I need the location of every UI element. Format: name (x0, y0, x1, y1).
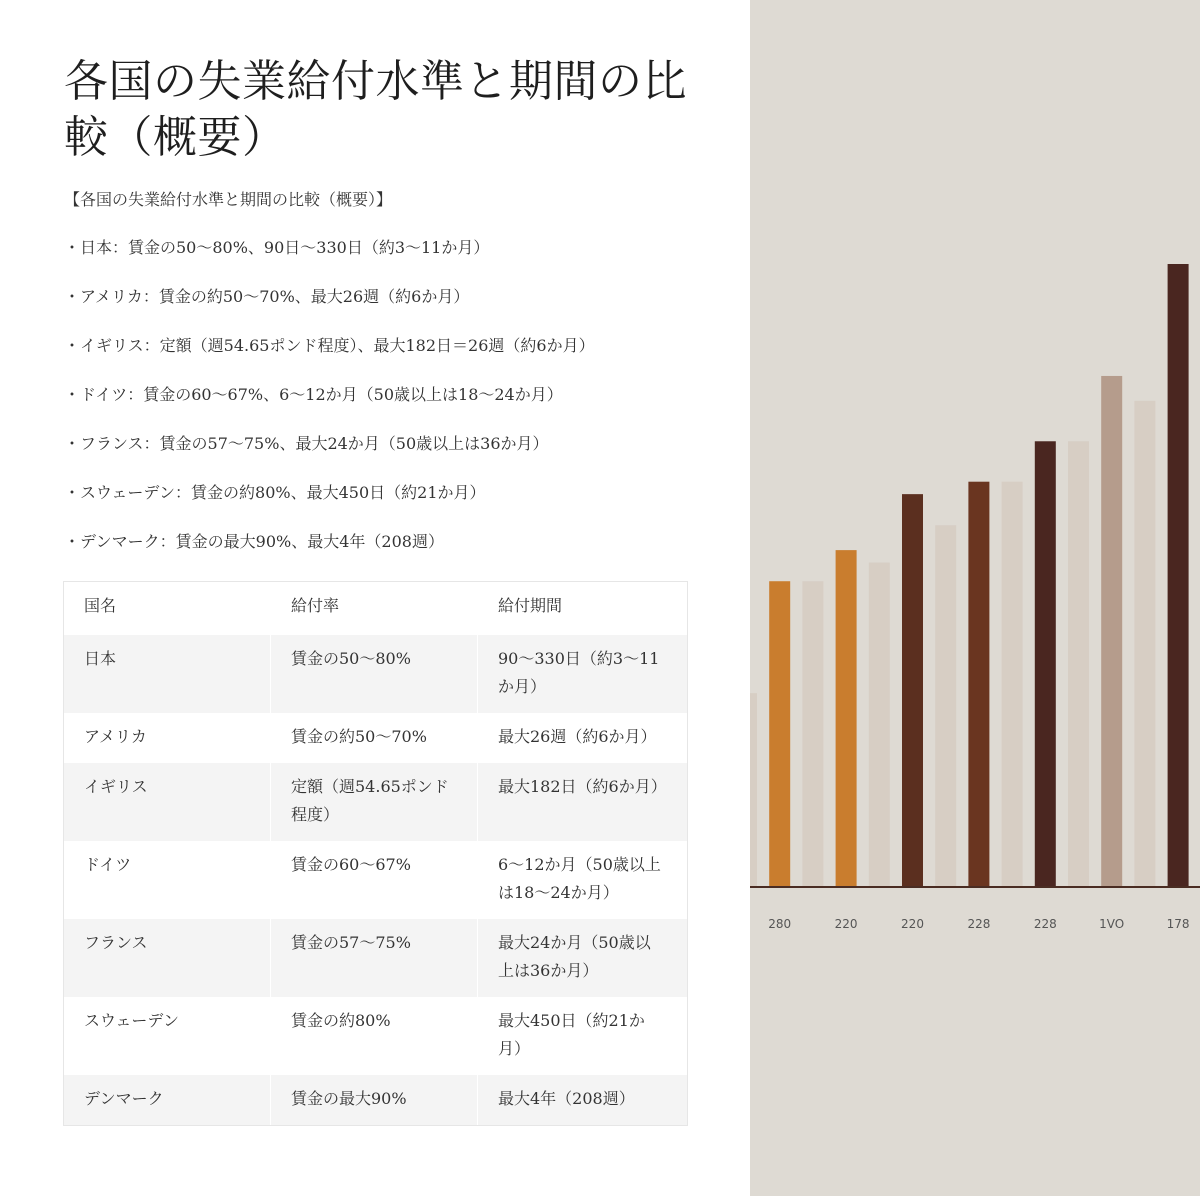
bullet-item: ・イギリス：定額（週54.65ポンド程度）、最大182日＝26週（約6か月） (64, 336, 595, 355)
table-cell-duration: 6〜12か月（50歳以上は18〜24か月） (498, 855, 661, 902)
x-tick-label: 220 (834, 917, 858, 931)
table-row (64, 997, 687, 1075)
page-title: 各国の失業給付水準と期間の比較（概要） (64, 56, 687, 163)
table-cell-country: アメリカ (64, 713, 271, 763)
chart-bar (1002, 482, 1023, 886)
chart-bar (869, 563, 890, 886)
table-header-row (64, 582, 687, 635)
x-tick-label: 220 (901, 917, 924, 931)
bullet-item: ・アメリカ：賃金の約50〜70%、最大26週（約6か月） (64, 287, 470, 306)
section-heading: 【各国の失業給付水準と期間の比較（概要）】 (64, 190, 393, 209)
bullet-item: ・デンマーク：賃金の最大90%、最大4年（208週） (64, 532, 444, 551)
chart-bar (1035, 441, 1056, 886)
table-cell-duration: 90〜330日（約3〜11か月） (498, 649, 660, 696)
table-cell-rate: 賃金の約50〜70% (271, 713, 478, 763)
table-cell-duration: 最大24か月（50歳以上は36か月） (498, 933, 651, 980)
chart-bar (836, 550, 857, 886)
bullet-item: ・ドイツ：賃金の60〜67%、6〜12か月（50歳以上は18〜24か月） (64, 385, 563, 404)
chart-bar (1168, 264, 1189, 886)
chart-bar (802, 581, 823, 886)
table-cell-rate: 賃金の最大90% (271, 1075, 478, 1125)
table-cell-rate: 賃金の約80% (271, 997, 478, 1075)
x-tick-label: 280 (768, 917, 792, 931)
table-cell-duration: 最大26週（約6か月） (498, 727, 657, 746)
column-header-duration: 給付期間 (498, 596, 563, 615)
table-cell-rate: 賃金の57〜75% (271, 919, 478, 997)
table-row (64, 713, 687, 763)
x-tick-label: 1VO (1099, 917, 1125, 931)
x-tick-label: 178 (1166, 917, 1190, 931)
chart-image-panel (750, 0, 1200, 1196)
table-cell-duration: 最大4年（208週） (498, 1089, 635, 1108)
table-row (64, 919, 687, 997)
table-row (64, 841, 687, 919)
column-header-rate: 給付率 (271, 582, 478, 635)
chart-bar (769, 581, 790, 886)
x-tick-label: 228 (1033, 917, 1057, 931)
chart-baseline (750, 886, 1200, 888)
column-header-country: 国名 (64, 582, 271, 635)
bullet-item: ・日本：賃金の50〜80%、90日〜330日（約3〜11か月） (64, 238, 490, 257)
table-row (64, 763, 687, 841)
comparison-table (63, 581, 688, 1126)
chart-bar (1101, 376, 1122, 886)
bar-chart (750, 0, 1200, 1196)
table-cell-country: 日本 (64, 635, 271, 713)
table-cell-duration: 最大182日（約6か月） (498, 777, 667, 796)
table-cell-country: フランス (64, 919, 271, 997)
table-cell-country: デンマーク (64, 1075, 271, 1125)
table-cell-rate: 定額（週54.65ポンド程度） (271, 763, 478, 841)
table-cell-country: イギリス (64, 763, 271, 841)
chart-bar (750, 693, 757, 886)
bullet-list (64, 236, 595, 579)
table-cell-country: ドイツ (64, 841, 271, 919)
chart-bar (935, 525, 956, 886)
table-row (64, 1075, 687, 1125)
table-row (64, 635, 687, 713)
chart-bar (1068, 441, 1089, 886)
bullet-item: ・スウェーデン：賃金の約80%、最大450日（約21か月） (64, 483, 486, 502)
bullet-item: ・フランス：賃金の57〜75%、最大24か月（50歳以上は36か月） (64, 434, 549, 453)
chart-bar (902, 494, 923, 886)
chart-bar (1134, 401, 1155, 886)
table-cell-duration: 最大450日（約21か月） (498, 1011, 645, 1058)
chart-bar (968, 482, 989, 886)
table-cell-country: スウェーデン (64, 997, 271, 1075)
table-cell-rate: 賃金の50〜80% (271, 635, 478, 713)
table-cell-rate: 賃金の60〜67% (271, 841, 478, 919)
x-tick-label: 228 (967, 917, 991, 931)
